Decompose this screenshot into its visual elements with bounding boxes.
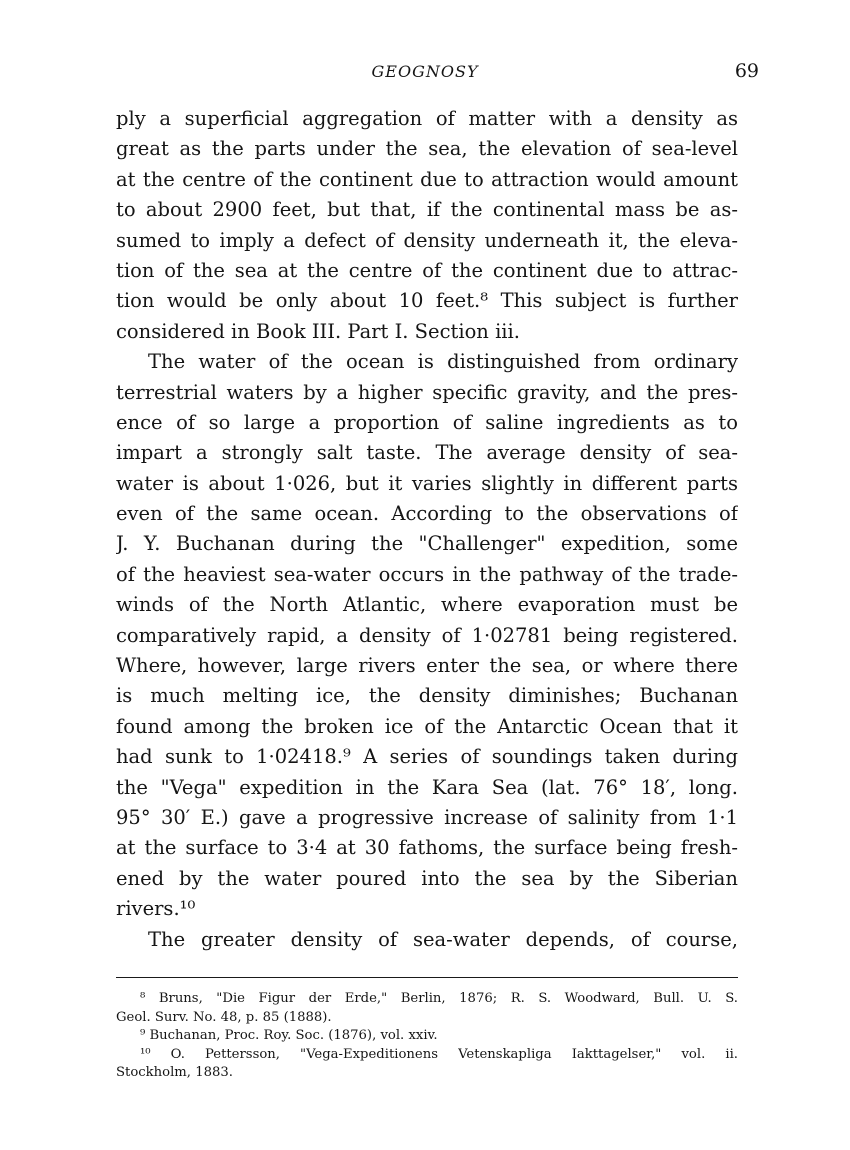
text-line: comparatively rapid, a density of 1·02781 being registered.	[116, 623, 738, 647]
text-line: tion would be only about 10 feet.⁸ This subject is further	[116, 289, 738, 313]
footnote-line: Geol. Surv. No. 48, p. 85 (1888).	[116, 1009, 332, 1025]
text-line: of the heaviest sea-water occurs in the pathway of the trade-	[116, 562, 738, 586]
footnote-line: ⁹ Buchanan, Proc. Roy. Soc. (1876), vol. xxiv.	[140, 1028, 438, 1043]
text-line: even of the same ocean. According to the observations of	[116, 502, 738, 526]
text-line: J. Y. Buchanan during the "Challenger" expedition, some	[116, 532, 738, 556]
footnote-line: Stockholm, 1883.	[116, 1065, 233, 1080]
text-line: ence of so large a proportion of saline ingredients as to	[116, 410, 738, 434]
text-line: the "Vega" expedition in the Kara Sea (lat. 76° 18′, long.	[116, 775, 738, 799]
text-line: rivers.¹⁰	[116, 897, 196, 921]
page-number: 69	[734, 60, 759, 82]
footnotes	[116, 990, 738, 1083]
text-line: Where, however, large rivers enter the sea, or where there	[116, 654, 738, 678]
text-line: impart a strongly salt taste. The average density of sea-	[116, 441, 738, 465]
text-line: ply a superficial aggregation of matter with a density as	[116, 107, 738, 130]
text-line: at the centre of the continent due to attraction would amount	[116, 167, 738, 191]
text-line: ened by the water poured into the sea by the Siberian	[116, 866, 738, 890]
text-line: considered in Book III. Part I. Section iii.	[116, 319, 520, 343]
text-line: 95° 30′ E.) gave a progressive increase of salinity from 1·1	[116, 805, 738, 829]
text-line: sumed to imply a defect of density underneath it, the eleva-	[116, 228, 738, 252]
text-line: The greater density of sea-water depends, of course,	[148, 927, 738, 951]
footnote-line: ¹⁰ O. Pettersson, "Vega-Expeditionens Vetenskapliga Iakttagelser," vol. ii.	[140, 1046, 738, 1062]
text-line: had sunk to 1·02418.⁹ A series of soundings taken during	[116, 745, 738, 769]
text-line: water is about 1·026, but it varies slightly in different parts	[116, 471, 738, 495]
text-line: terrestrial waters by a higher specific gravity, and the pres-	[116, 380, 738, 404]
text-line: at the surface to 3·4 at 30 fathoms, the surface being fresh-	[116, 836, 738, 860]
text-line: to about 2900 feet, but that, if the continental mass be as-	[116, 198, 738, 222]
running-title: GEOGNOSY	[371, 62, 479, 81]
text-line: tion of the sea at the centre of the continent due to attrac-	[116, 258, 738, 282]
footnote-line: ⁸ Bruns, "Die Figur der Erde," Berlin, 1876; R. S. Woodward, Bull. U. S.	[140, 991, 738, 1006]
text-line: found among the broken ice of the Antarctic Ocean that it	[116, 714, 738, 738]
text-line: The water of the ocean is distinguished from ordinary	[148, 350, 738, 374]
text-line: winds of the North Atlantic, where evaporation must be	[116, 593, 738, 617]
text-line: great as the parts under the sea, the elevation of sea-level	[116, 137, 738, 161]
text-line: is much melting ice, the density diminishes; Buchanan	[116, 684, 738, 708]
body-text	[116, 104, 738, 955]
footnote-divider	[116, 977, 738, 978]
